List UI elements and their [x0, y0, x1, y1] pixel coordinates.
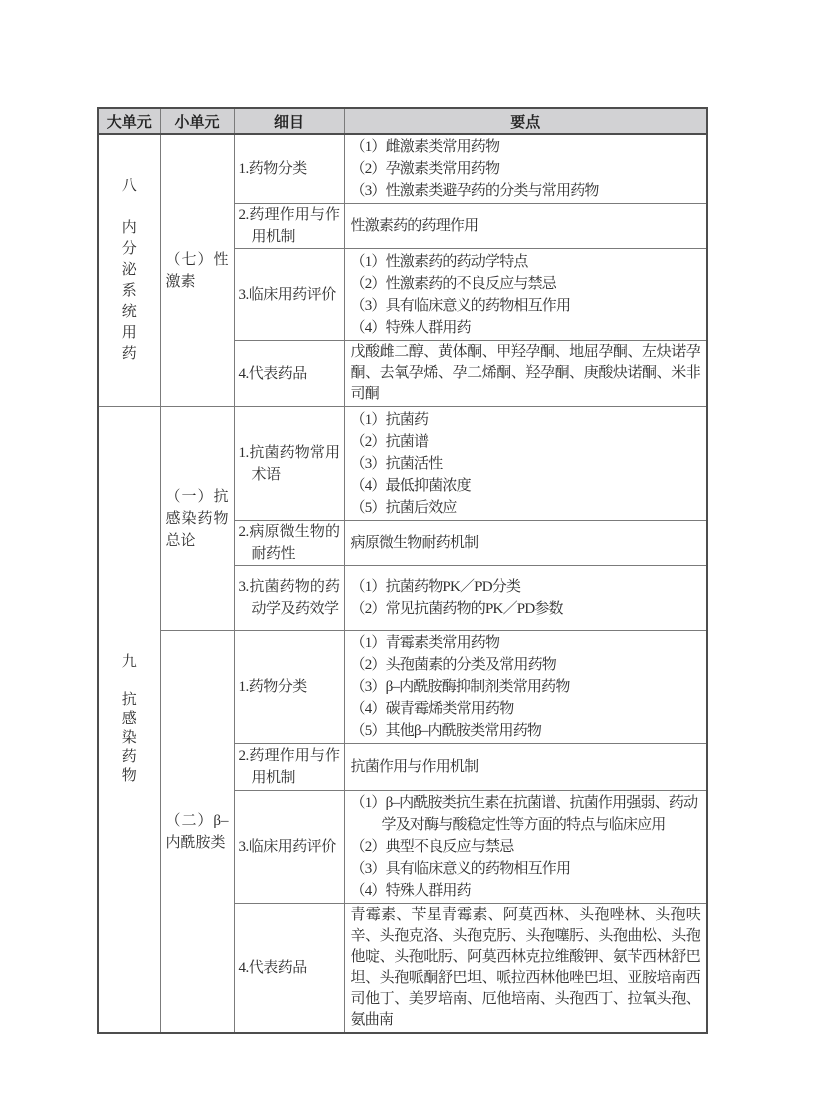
points-list	[345, 135, 707, 203]
points-list	[345, 214, 707, 238]
point-line: （3）具有临床意义的药物相互作用	[350, 297, 571, 314]
point-line: （3）性激素类避孕药的分类与常用药物	[350, 183, 599, 199]
unit-char: 药	[121, 346, 137, 362]
points-list	[345, 250, 707, 340]
point-line: 性激素药的药理作用	[350, 218, 479, 234]
point-line: （4）碳青霉烯类常用药物	[350, 701, 514, 717]
item-label: 3.临床用药评价	[238, 286, 336, 303]
item-cell	[234, 521, 344, 566]
unit-char: 内	[121, 220, 137, 236]
vertical-unit-text	[99, 176, 160, 365]
subunit-label: （二）β–内酰胺类	[165, 812, 229, 851]
subunit-cell	[160, 407, 234, 631]
points-cell	[344, 631, 707, 744]
header-minor-unit: 小单元	[160, 108, 234, 134]
point-line: （3）β–内酰胺酶抑制剂类常用药物	[350, 679, 570, 695]
points-cell	[344, 744, 707, 791]
unit-cell-9	[98, 407, 160, 1034]
point-line: （2）性激素药的不良反应与禁忌	[350, 275, 557, 292]
header-major-unit: 大单元	[98, 108, 160, 134]
item-cell	[234, 904, 344, 1034]
point-line: （1）青霉素类常用药物	[350, 635, 500, 651]
drug-list-paragraph: 青霉素、苄星青霉素、阿莫西林、头孢唑林、头孢呋辛、头孢克洛、头孢克肟、头孢噻肟、头孢曲松、头孢他啶、头孢吡肟、阿莫西林克拉维酸钾、氨苄西林舒巴坦、头孢哌酮舒巴坦、哌拉西林他唑巴坦、亚胺培南西司他丁、美罗培南、厄他培南、头孢西丁、拉氧头孢、氨曲南	[350, 907, 700, 1028]
point-line: （2）抗菌谱	[350, 433, 429, 450]
point-line: （1）抗菌药物PK／PD分类	[350, 579, 521, 595]
points-cell	[344, 791, 707, 904]
points-cell	[344, 566, 707, 631]
subunit-label: （一）抗感染药物总论	[165, 488, 229, 549]
item-label: 1.抗菌药物常用术语	[238, 444, 340, 483]
unit-number: 八	[121, 178, 137, 194]
point-line: （1）雌激素类常用药物	[350, 139, 500, 155]
points-list	[345, 575, 707, 621]
unit-cell-8	[98, 134, 160, 407]
unit-char: 系	[121, 283, 137, 299]
item-label: 1.药物分类	[238, 161, 307, 177]
item-cell	[234, 407, 344, 521]
drug-list-paragraph: 戊酸雌二醇、黄体酮、甲羟孕酮、地屈孕酮、左炔诺孕酮、去氧孕烯、孕二烯酮、羟孕酮、庚酸炔诺酮、米非司酮	[350, 344, 700, 402]
point-line: （3）具有临床意义的药物相互作用	[350, 861, 571, 877]
item-label: 2.病原微生物的耐药性	[238, 524, 340, 562]
point-line: （1）β–内酰胺类抗生素在抗菌谱、抗菌作用强弱、药动学及对酶与酸稳定性等方面的特点与临床应用	[350, 795, 698, 833]
points-list	[345, 341, 707, 406]
point-line: （2）常见抗菌药物的PK／PD参数	[350, 601, 563, 617]
unit-char: 药	[121, 749, 137, 765]
unit-char: 物	[121, 768, 137, 784]
points-cell	[344, 521, 707, 566]
item-cell	[234, 134, 344, 204]
unit-char: 用	[121, 325, 137, 341]
item-cell	[234, 341, 344, 407]
vertical-unit-text	[99, 653, 160, 786]
point-line: （2）典型不良反应与禁忌	[350, 839, 514, 855]
points-cell	[344, 904, 707, 1034]
subunit-label: （七）性激素	[165, 251, 229, 290]
item-label: 4.代表药品	[238, 365, 307, 382]
point-line: （2）孕激素类常用药物	[350, 161, 500, 177]
subunit-cell	[160, 631, 234, 1034]
unit-char: 感	[121, 711, 137, 727]
table-row	[98, 407, 707, 521]
item-label: 3.临床用药评价	[238, 839, 336, 855]
point-line: （4）特殊人群用药	[350, 319, 471, 336]
point-line: （4）特殊人群用药	[350, 883, 471, 899]
table-row	[98, 631, 707, 744]
item-cell	[234, 631, 344, 744]
item-cell	[234, 791, 344, 904]
item-label: 2.药理作用与作用机制	[238, 207, 340, 245]
item-cell	[234, 249, 344, 341]
points-cell	[344, 407, 707, 521]
point-line: （3）抗菌活性	[350, 455, 443, 472]
points-list	[345, 904, 707, 1032]
item-cell	[234, 566, 344, 631]
points-list	[345, 755, 707, 779]
points-list	[345, 531, 707, 555]
point-line: 病原微生物耐药机制	[350, 535, 479, 551]
unit-char: 泌	[121, 262, 137, 278]
unit-char: 统	[121, 304, 137, 320]
unit-char: 染	[121, 730, 137, 746]
points-list	[345, 631, 707, 743]
points-cell	[344, 134, 707, 204]
point-line: （1）抗菌药	[350, 411, 429, 428]
point-line: （5）其他β–内酰胺类常用药物	[350, 723, 542, 739]
point-line: （1）性激素药的药动学特点	[350, 253, 528, 270]
header-row	[98, 108, 707, 134]
table-row	[98, 134, 707, 204]
header-keypoints: 要点	[344, 108, 707, 134]
points-list	[345, 408, 707, 520]
unit-char: 分	[121, 241, 137, 257]
item-cell	[234, 744, 344, 791]
unit-number: 九	[121, 654, 137, 670]
syllabus-table	[97, 107, 708, 1034]
point-line: （2）头孢菌素的分类及常用药物	[350, 657, 557, 673]
points-cell	[344, 204, 707, 249]
header-detail: 细目	[234, 108, 344, 134]
unit-char: 抗	[121, 692, 137, 708]
point-line: 抗菌作用与作用机制	[350, 759, 479, 775]
item-label: 4.代表药品	[238, 960, 307, 976]
item-label: 2.药理作用与作用机制	[238, 748, 340, 786]
item-label: 1.药物分类	[238, 679, 307, 695]
point-line: （5）抗菌后效应	[350, 499, 457, 516]
item-cell	[234, 204, 344, 249]
points-list	[345, 791, 707, 903]
point-line: （4）最低抑菌浓度	[350, 477, 471, 494]
item-label: 3.抗菌药物的药动学及药效学	[238, 579, 340, 617]
points-cell	[344, 249, 707, 341]
subunit-cell	[160, 134, 234, 407]
points-cell	[344, 341, 707, 407]
